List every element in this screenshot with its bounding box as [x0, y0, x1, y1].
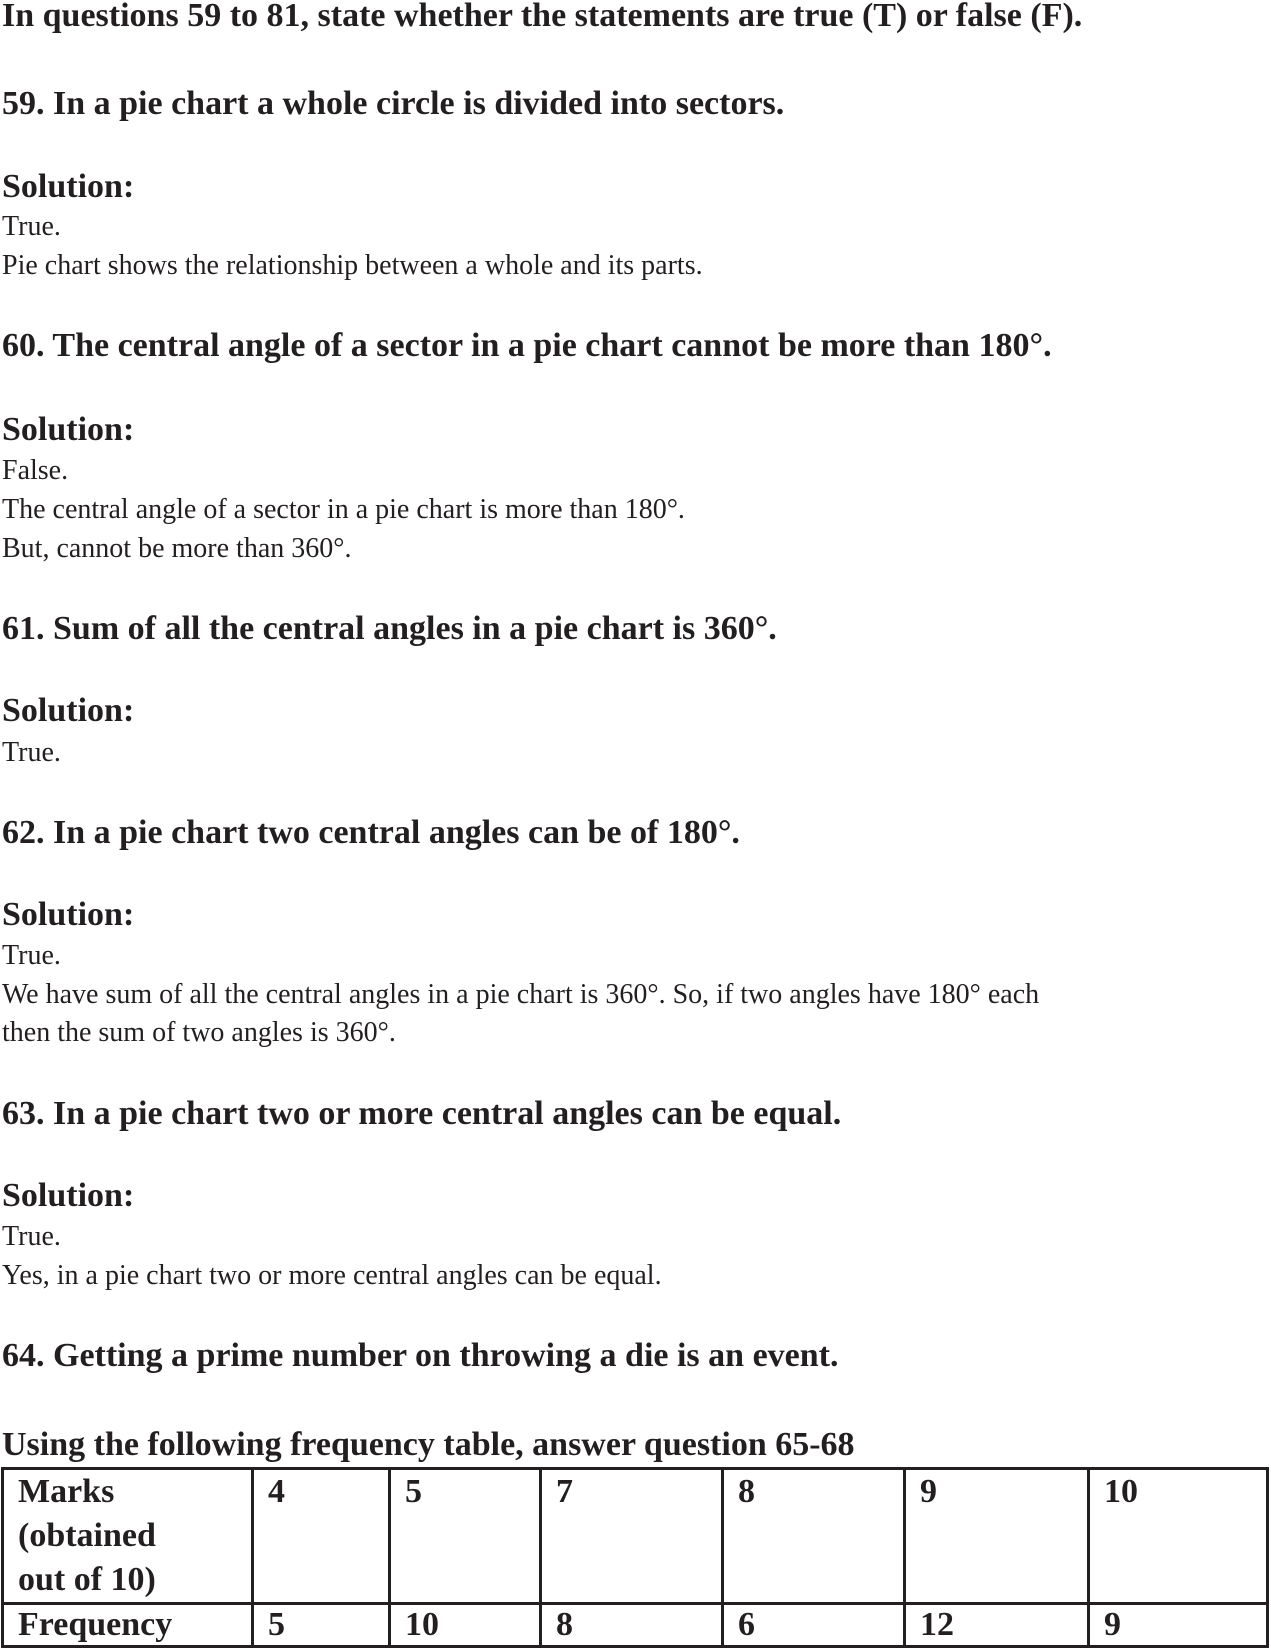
row-header-marks	[3, 1469, 253, 1604]
question-59: 59. In a pie chart a whole circle is divided into sectors.	[2, 85, 785, 122]
answer-text: True.	[2, 940, 61, 971]
question-63: 63. In a pie chart two or more central angles can be equal.	[2, 1095, 842, 1132]
solution-label: Solution:	[2, 896, 135, 933]
frequency-cell: 5	[253, 1604, 390, 1647]
frequency-cell: 10	[390, 1604, 541, 1647]
frequency-cell: 9	[1089, 1604, 1268, 1647]
answer-text: True.	[2, 211, 61, 242]
solution-label: Solution:	[2, 1177, 135, 1214]
table-row-marks	[3, 1469, 1268, 1604]
answer-text: True.	[2, 1221, 61, 1252]
explanation-text: Pie chart shows the relationship between a whole and its parts.	[2, 250, 703, 281]
frequency-cell: 8	[541, 1604, 723, 1647]
frequency-cell: 12	[905, 1604, 1089, 1647]
question-62: 62. In a pie chart two central angles can be of 180°.	[2, 814, 740, 851]
frequency-cell: 6	[723, 1604, 905, 1647]
explanation-text: The central angle of a sector in a pie chart is more than 180°.	[2, 494, 685, 525]
header-line: (obtained	[18, 1517, 156, 1554]
frequency-table	[1, 1467, 1269, 1648]
explanation-text: then the sum of two angles is 360°.	[2, 1017, 396, 1048]
marks-cell: 10	[1089, 1469, 1268, 1604]
answer-text: True.	[2, 737, 61, 768]
instruction-heading: In questions 59 to 81, state whether the statements are true (T) or false (F).	[2, 0, 1083, 34]
marks-cell: 5	[390, 1469, 541, 1604]
table-intro: Using the following frequency table, answer question 65-68	[2, 1426, 855, 1463]
marks-cell: 9	[905, 1469, 1089, 1604]
row-header-frequency: Frequency	[3, 1604, 253, 1647]
explanation-text: But, cannot be more than 360°.	[2, 533, 352, 564]
answer-text: False.	[2, 455, 69, 486]
header-line: Marks	[18, 1473, 115, 1510]
marks-cell: 8	[723, 1469, 905, 1604]
explanation-text: We have sum of all the central angles in a pie chart is 360°. So, if two angles have 180° each	[2, 979, 1040, 1010]
solution-label: Solution:	[2, 411, 135, 448]
question-60: 60. The central angle of a sector in a pie chart cannot be more than 180°.	[2, 327, 1052, 364]
solution-label: Solution:	[2, 692, 135, 729]
question-61: 61. Sum of all the central angles in a pie chart is 360°.	[2, 610, 777, 647]
marks-cell: 7	[541, 1469, 723, 1604]
explanation-text: Yes, in a pie chart two or more central angles can be equal.	[2, 1260, 662, 1291]
header-line: out of 10)	[18, 1561, 156, 1598]
question-64: 64. Getting a prime number on throwing a die is an event.	[2, 1337, 839, 1374]
solution-label: Solution:	[2, 168, 135, 205]
marks-cell: 4	[253, 1469, 390, 1604]
table-row-frequency	[3, 1604, 1268, 1647]
